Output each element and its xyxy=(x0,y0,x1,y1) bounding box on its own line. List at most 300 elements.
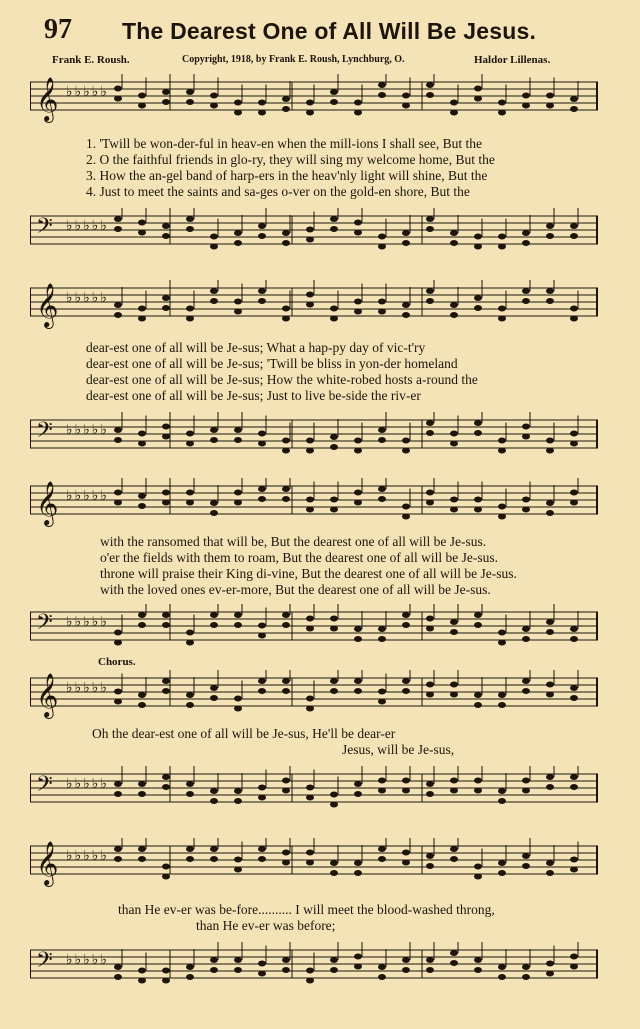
note-head xyxy=(546,961,554,967)
note-head xyxy=(474,957,482,963)
note-head xyxy=(258,961,266,967)
verse-3-line-2: dear-est one of all will be Je-sus; How the white-robed hosts a-round the xyxy=(86,372,478,387)
note-head xyxy=(330,678,338,684)
note-head xyxy=(474,778,482,784)
note-head xyxy=(522,636,530,642)
note-head xyxy=(546,692,554,698)
note-head xyxy=(162,774,170,780)
note-head xyxy=(234,612,242,618)
note-head xyxy=(306,860,314,866)
note-head xyxy=(258,971,266,977)
note-head xyxy=(306,616,314,622)
verse-2-line-1: 2. O the faithful friends in glo-ry, they will sing my welcome home, But the xyxy=(86,152,495,167)
note-head xyxy=(426,682,434,688)
note-head xyxy=(162,978,170,984)
note-head xyxy=(474,234,482,240)
note-head xyxy=(258,688,266,694)
note-head xyxy=(186,490,194,496)
note-head xyxy=(378,92,386,98)
note-head xyxy=(330,216,338,222)
note-head xyxy=(330,226,338,232)
note-head xyxy=(522,93,530,99)
note-head xyxy=(570,431,578,437)
note-head xyxy=(234,622,242,628)
note-head xyxy=(138,441,146,447)
note-head xyxy=(498,234,506,240)
note-head xyxy=(522,788,530,794)
note-head xyxy=(258,785,266,791)
note-head xyxy=(234,967,242,973)
note-head xyxy=(474,430,482,436)
note-head xyxy=(378,778,386,784)
note-head xyxy=(210,93,218,99)
note-head xyxy=(498,964,506,970)
note-head xyxy=(186,846,194,852)
note-head xyxy=(474,295,482,301)
note-head xyxy=(402,240,410,246)
note-head xyxy=(522,497,530,503)
note-head xyxy=(114,427,122,433)
note-head xyxy=(402,103,410,109)
note-head xyxy=(162,500,170,506)
note-head xyxy=(330,957,338,963)
note-head xyxy=(474,96,482,102)
note-head xyxy=(546,629,554,635)
note-head xyxy=(114,856,122,862)
treble-staff-5 xyxy=(30,838,598,888)
chorus-lyric-2-alt: than He ev-er was before; xyxy=(196,918,336,933)
note-head xyxy=(546,223,554,229)
note-head xyxy=(474,497,482,503)
note-head xyxy=(258,486,266,492)
treble-clef-icon: 𝄞 xyxy=(36,481,59,525)
chorus-lyric-1: Oh the dear-est one of all will be Je-sus, He'll be dear-er xyxy=(92,726,396,741)
note-head xyxy=(522,288,530,294)
note-head xyxy=(234,100,242,106)
note-head xyxy=(570,695,578,701)
note-head xyxy=(402,438,410,444)
note-head xyxy=(114,490,122,496)
note-head xyxy=(162,968,170,974)
note-head xyxy=(306,795,314,801)
note-head xyxy=(450,619,458,625)
note-head xyxy=(450,431,458,437)
note-head xyxy=(282,316,290,322)
note-head xyxy=(114,781,122,787)
note-head xyxy=(450,788,458,794)
note-head xyxy=(330,434,338,440)
note-head xyxy=(450,950,458,956)
note-head xyxy=(474,788,482,794)
note-head xyxy=(162,612,170,618)
note-head xyxy=(258,288,266,294)
note-head xyxy=(306,448,314,454)
note-head xyxy=(306,706,314,712)
note-head xyxy=(498,514,506,520)
note-head xyxy=(306,292,314,298)
key-signature: ♭♭♭♭♭ xyxy=(66,952,110,968)
note-head xyxy=(402,850,410,856)
note-head xyxy=(378,82,386,88)
note-head xyxy=(402,93,410,99)
note-head xyxy=(138,622,146,628)
note-head xyxy=(258,678,266,684)
note-head xyxy=(258,100,266,106)
note-head xyxy=(210,622,218,628)
note-head xyxy=(498,860,506,866)
note-head xyxy=(498,974,506,980)
note-head xyxy=(570,233,578,239)
note-head xyxy=(354,448,362,454)
note-head xyxy=(162,622,170,628)
note-head xyxy=(450,100,458,106)
verse-4-line-3: with the loved ones ev-er-more, But the dearest one of all will be Je-sus. xyxy=(100,582,491,597)
note-head xyxy=(114,96,122,102)
note-head xyxy=(354,860,362,866)
verse-1-line-2: dear-est one of all will be Je-sus; What a hap-py day of vic-t'ry xyxy=(86,340,426,355)
note-head xyxy=(282,230,290,236)
note-head xyxy=(234,788,242,794)
note-head xyxy=(330,626,338,632)
note-head xyxy=(522,507,530,513)
note-head xyxy=(330,316,338,322)
note-head xyxy=(570,500,578,506)
note-head xyxy=(378,486,386,492)
note-head xyxy=(162,678,170,684)
note-head xyxy=(162,434,170,440)
composer-credit: Haldor Lillenas. xyxy=(474,54,551,66)
note-head xyxy=(282,496,290,502)
note-head xyxy=(354,791,362,797)
note-head xyxy=(306,626,314,632)
note-head xyxy=(114,689,122,695)
note-head xyxy=(426,781,434,787)
treble-staff-3 xyxy=(30,478,598,528)
note-head xyxy=(474,967,482,973)
note-head xyxy=(498,788,506,794)
note-head xyxy=(282,306,290,312)
note-head xyxy=(354,230,362,236)
note-head xyxy=(306,785,314,791)
note-head xyxy=(282,860,290,866)
note-head xyxy=(354,110,362,116)
note-head xyxy=(210,427,218,433)
bass-clef-icon: 𝄢 xyxy=(36,948,53,978)
note-head xyxy=(114,640,122,646)
note-head xyxy=(498,870,506,876)
note-head xyxy=(426,420,434,426)
note-head xyxy=(354,954,362,960)
note-head xyxy=(282,96,290,102)
note-head xyxy=(306,968,314,974)
note-head xyxy=(282,850,290,856)
note-head xyxy=(114,302,122,308)
note-head xyxy=(570,857,578,863)
note-head xyxy=(282,688,290,694)
note-head xyxy=(282,106,290,112)
note-head xyxy=(210,967,218,973)
note-head xyxy=(138,306,146,312)
note-head xyxy=(450,497,458,503)
note-head xyxy=(546,870,554,876)
note-head xyxy=(450,778,458,784)
note-head xyxy=(138,230,146,236)
note-head xyxy=(378,496,386,502)
note-head xyxy=(546,510,554,516)
note-head xyxy=(474,692,482,698)
note-head xyxy=(522,298,530,304)
note-head xyxy=(186,89,194,95)
note-head xyxy=(210,846,218,852)
note-head xyxy=(378,244,386,250)
note-head xyxy=(186,226,194,232)
note-head xyxy=(474,305,482,311)
note-head xyxy=(186,500,194,506)
note-head xyxy=(522,424,530,430)
note-head xyxy=(138,493,146,499)
note-head xyxy=(306,227,314,233)
note-head xyxy=(186,306,194,312)
note-head xyxy=(306,497,314,503)
treble-clef-icon: 𝄞 xyxy=(36,673,59,717)
note-head xyxy=(474,420,482,426)
note-head xyxy=(378,699,386,705)
note-head xyxy=(402,778,410,784)
note-head xyxy=(282,448,290,454)
note-head xyxy=(498,504,506,510)
note-head xyxy=(546,233,554,239)
note-head xyxy=(498,640,506,646)
note-head xyxy=(426,288,434,294)
note-head xyxy=(546,288,554,294)
note-head xyxy=(114,846,122,852)
note-head xyxy=(234,696,242,702)
note-head xyxy=(114,630,122,636)
note-head xyxy=(186,640,194,646)
chorus-lyric-2: than He ev-er was be-fore.......... I will meet the blood-washed throng, xyxy=(118,902,495,917)
note-head xyxy=(114,86,122,92)
note-head xyxy=(282,678,290,684)
note-head xyxy=(258,496,266,502)
bass-staff-2 xyxy=(30,412,598,462)
note-head xyxy=(282,240,290,246)
hymn-title: The Dearest One of All Will Be Jesus. xyxy=(122,18,537,44)
note-head xyxy=(402,967,410,973)
note-head xyxy=(330,792,338,798)
note-head xyxy=(138,103,146,109)
note-head xyxy=(282,967,290,973)
note-head xyxy=(114,437,122,443)
note-head xyxy=(378,427,386,433)
note-head xyxy=(282,486,290,492)
note-head xyxy=(474,507,482,513)
key-signature: ♭♭♭♭♭ xyxy=(66,680,110,696)
note-head xyxy=(330,802,338,808)
note-head xyxy=(450,110,458,116)
bass-staff-4 xyxy=(30,766,598,816)
note-head xyxy=(138,702,146,708)
verse-4-line-2: dear-est one of all will be Je-sus; Just to live be-side the riv-er xyxy=(86,388,421,403)
note-head xyxy=(306,978,314,984)
note-head xyxy=(162,89,170,95)
note-head xyxy=(354,688,362,694)
note-head xyxy=(186,441,194,447)
note-head xyxy=(186,692,194,698)
note-head xyxy=(450,856,458,862)
note-head xyxy=(210,856,218,862)
note-head xyxy=(522,240,530,246)
note-head xyxy=(546,500,554,506)
treble-staff-1 xyxy=(30,74,598,124)
note-head xyxy=(354,220,362,226)
note-head xyxy=(498,448,506,454)
treble-clef-icon: 𝄞 xyxy=(36,77,59,121)
note-head xyxy=(306,438,314,444)
author-credit: Frank E. Roush. xyxy=(52,54,130,66)
note-head xyxy=(498,438,506,444)
note-head xyxy=(258,298,266,304)
note-head xyxy=(450,441,458,447)
note-head xyxy=(546,619,554,625)
note-head xyxy=(474,864,482,870)
note-head xyxy=(258,223,266,229)
note-head xyxy=(306,507,314,513)
note-head xyxy=(474,244,482,250)
note-head xyxy=(186,791,194,797)
note-head xyxy=(546,438,554,444)
note-head xyxy=(282,612,290,618)
note-head xyxy=(234,867,242,873)
note-head xyxy=(378,437,386,443)
note-head xyxy=(402,957,410,963)
note-head xyxy=(138,856,146,862)
note-head xyxy=(138,968,146,974)
note-head xyxy=(450,302,458,308)
note-head xyxy=(282,957,290,963)
note-head xyxy=(138,791,146,797)
note-head xyxy=(498,110,506,116)
note-head xyxy=(114,216,122,222)
note-head xyxy=(522,964,530,970)
note-head xyxy=(402,622,410,628)
note-head xyxy=(306,696,314,702)
note-head xyxy=(306,850,314,856)
note-head xyxy=(570,954,578,960)
note-head xyxy=(138,692,146,698)
note-head xyxy=(234,857,242,863)
note-head xyxy=(450,230,458,236)
note-head xyxy=(522,434,530,440)
note-head xyxy=(162,305,170,311)
note-head xyxy=(546,448,554,454)
note-head xyxy=(378,299,386,305)
note-head xyxy=(210,437,218,443)
note-head xyxy=(402,678,410,684)
note-head xyxy=(426,82,434,88)
bass-clef-icon: 𝄢 xyxy=(36,418,53,448)
note-head xyxy=(282,778,290,784)
note-head xyxy=(402,504,410,510)
note-head xyxy=(234,309,242,315)
note-head xyxy=(210,500,218,506)
note-head xyxy=(546,774,554,780)
note-head xyxy=(330,89,338,95)
note-head xyxy=(474,702,482,708)
note-head xyxy=(426,490,434,496)
note-head xyxy=(450,312,458,318)
note-head xyxy=(234,299,242,305)
note-head xyxy=(426,616,434,622)
note-head xyxy=(354,964,362,970)
note-head xyxy=(330,444,338,450)
note-head xyxy=(258,633,266,639)
note-head xyxy=(498,702,506,708)
note-head xyxy=(354,870,362,876)
note-head xyxy=(378,846,386,852)
key-signature: ♭♭♭♭♭ xyxy=(66,290,110,306)
note-head xyxy=(450,960,458,966)
note-head xyxy=(546,860,554,866)
note-head xyxy=(234,490,242,496)
chorus-lyric-1-alt: Jesus, will be Je-sus, xyxy=(342,742,455,757)
verse-2-line-3: o'er the fields with them to roam, But the dearest one of all will be Je-sus. xyxy=(100,550,498,565)
note-head xyxy=(354,678,362,684)
note-head xyxy=(450,507,458,513)
note-head xyxy=(330,616,338,622)
note-head xyxy=(210,103,218,109)
note-head xyxy=(138,781,146,787)
note-head xyxy=(570,636,578,642)
key-signature: ♭♭♭♭♭ xyxy=(66,84,110,100)
treble-clef-icon: 𝄞 xyxy=(36,841,59,885)
note-head xyxy=(546,784,554,790)
key-signature: ♭♭♭♭♭ xyxy=(66,422,110,438)
note-head xyxy=(114,791,122,797)
note-head xyxy=(354,626,362,632)
note-head xyxy=(138,846,146,852)
note-head xyxy=(570,774,578,780)
note-head xyxy=(498,630,506,636)
note-head xyxy=(570,784,578,790)
note-head xyxy=(138,431,146,437)
note-head xyxy=(402,860,410,866)
note-head xyxy=(378,964,386,970)
note-head xyxy=(186,856,194,862)
bass-staff-1 xyxy=(30,208,598,258)
note-head xyxy=(306,302,314,308)
note-head xyxy=(138,93,146,99)
note-head xyxy=(282,622,290,628)
note-head xyxy=(522,230,530,236)
chorus-label: Chorus. xyxy=(98,656,136,668)
note-head xyxy=(546,682,554,688)
note-head xyxy=(402,302,410,308)
note-head xyxy=(162,99,170,105)
note-head xyxy=(570,867,578,873)
note-head xyxy=(210,288,218,294)
note-head xyxy=(258,795,266,801)
key-signature: ♭♭♭♭♭ xyxy=(66,218,110,234)
note-head xyxy=(186,216,194,222)
note-head xyxy=(114,974,122,980)
treble-clef-icon: 𝄞 xyxy=(36,283,59,327)
note-head xyxy=(522,853,530,859)
treble-staff-4 xyxy=(30,670,598,720)
note-head xyxy=(186,630,194,636)
note-head xyxy=(378,788,386,794)
note-head xyxy=(114,964,122,970)
note-head xyxy=(570,96,578,102)
